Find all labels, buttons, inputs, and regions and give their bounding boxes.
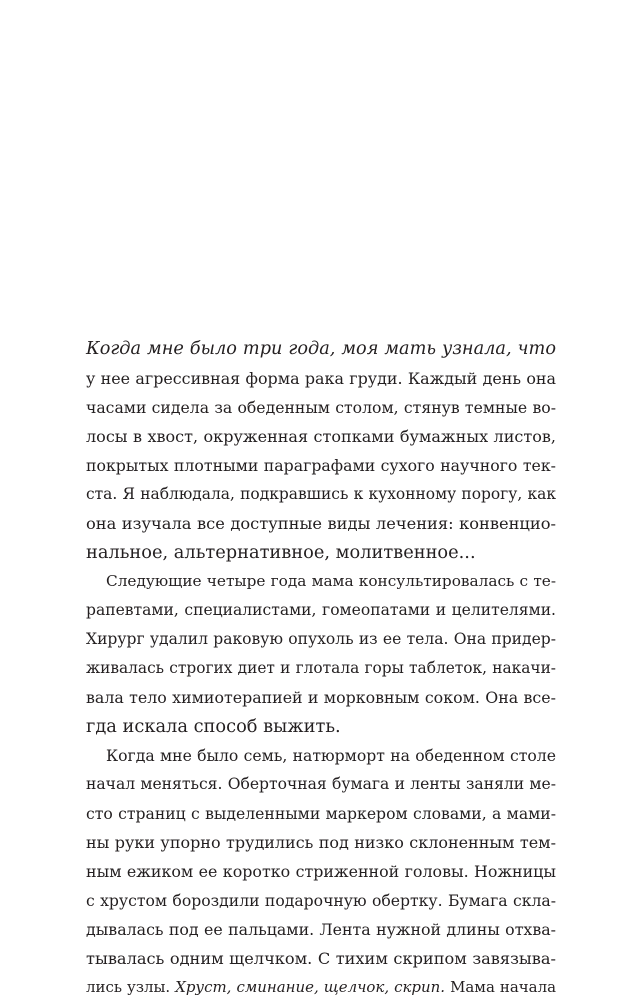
text-line: рапевтами, специалистами, гомеопатами и целителями. <box>86 601 556 619</box>
italic-phrase: Хруст, сминание, щелчок, скрип. <box>175 978 446 996</box>
text-line: дывалась под ее пальцами. Лента нужной длины отхва- <box>86 920 556 939</box>
text-line: Когда мне было три года, моя мать узнала, что <box>86 339 556 359</box>
text-line: тывалась одним щелчком. С тихим скрипом завязыва- <box>86 949 556 968</box>
text-line <box>86 973 556 1002</box>
text-span: лись узлы. <box>86 978 176 996</box>
text-line: ным ежиком ее коротко стриженной головы. Ножницы <box>86 862 556 881</box>
text-line: начал меняться. Оберточная бумага и ленты заняли ме- <box>86 775 556 793</box>
text-line: покрытых плотными параграфами сухого научного тек- <box>86 456 556 475</box>
text-line: с хрустом бороздили подарочную обертку. Бумага скла- <box>86 891 556 910</box>
text-line: гда искала способ выжить. <box>86 716 341 737</box>
text-line: часами сидела за обеденным столом, стянув темные во- <box>86 398 556 417</box>
text-line: ны руки упорно трудились под низко склоненным тем- <box>86 833 556 852</box>
text-line: у нее агрессивная форма рака груди. Каждый день она <box>86 369 556 388</box>
text-span: Мама начала <box>445 978 556 996</box>
text-line: ста. Я наблюдала, подкравшись к кухонному порогу, как <box>86 485 556 503</box>
text-line: нальное, альтернативное, молитвенное... <box>86 542 476 563</box>
text-line: лосы в хвост, окруженная стопками бумажных листов, <box>86 427 556 446</box>
text-line: сто страниц с выделенными маркером словами, а мами- <box>86 804 556 823</box>
body-text <box>86 335 556 1002</box>
text-line: она изучала все доступные виды лечения: конвенцио- <box>86 514 556 533</box>
text-line: живалась строгих диет и глотала горы таблеток, накачи- <box>86 659 556 677</box>
text-line: Когда мне было семь, натюрморт на обеденном столе <box>106 746 556 765</box>
text-line: Хирург удалил раковую опухоль из ее тела. Она придер- <box>86 630 556 648</box>
text-line: вала тело химиотерапией и морковным соком. Она все- <box>86 688 556 707</box>
text-line: Следующие четыре года мама консультировалась с те- <box>106 572 556 590</box>
